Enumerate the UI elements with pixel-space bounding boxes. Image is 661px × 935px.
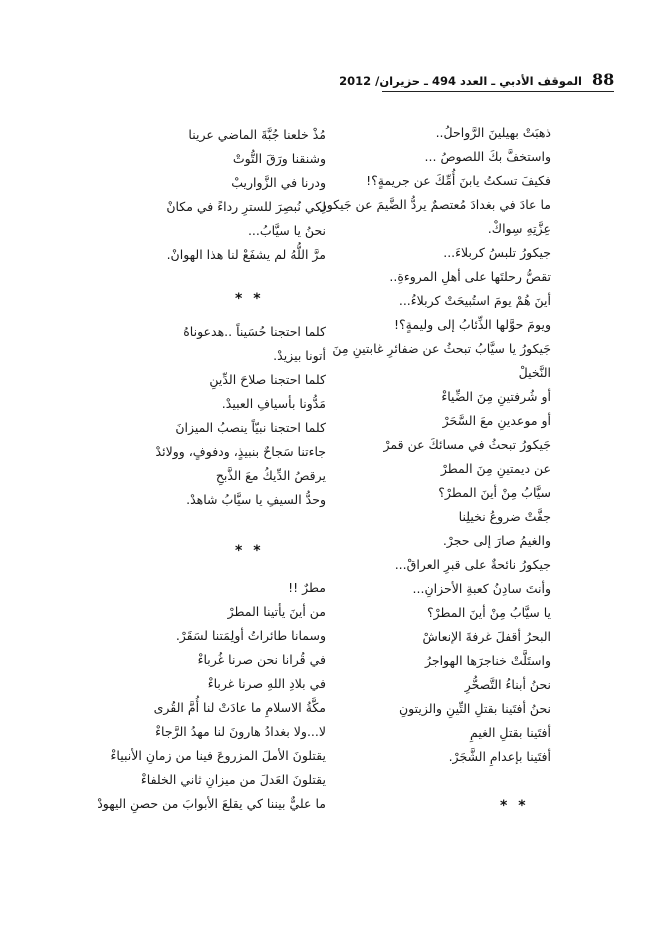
verse-line: ذهبَتْ بهيلينَ الرَّواحلُ.. [435, 125, 551, 140]
verse-line: فكيفَ تسكتُ يابنَ أُمِّكَ عن جريمةٍ؟! [366, 173, 551, 188]
verse-line: كلما احتجنا صلاحَ الدِّينِ [209, 372, 326, 387]
verse-line: جيكورُ تلبسُ كربلاءَ... [443, 245, 551, 260]
verse-line: تقصُّ رحلتَها على أهلِ المروءةِ.. [389, 269, 551, 284]
verse-line: مطرٌ !! [288, 580, 326, 595]
left-column-stanza-2 [46, 320, 326, 512]
verse-line: نحنُ أفتَينا بقتلِ التِّينِ والزيتونِ [398, 701, 551, 716]
verse-line: يقتلونَ العَدلَ من ميزانِ ثاني الخلفاءْ [140, 772, 326, 787]
verse-line: وسمانا طائراتُ أولِمَتنا لسَقَرْ. [175, 628, 326, 643]
verse-line: النَّخيلْ [518, 365, 551, 380]
stanza-separator: * * [235, 543, 264, 559]
verse-line: يا سيَّابُ مِنْ أينَ المطرْ؟ [427, 605, 551, 620]
verse-line: مَدُّونا بأسيافِ العبيدْ. [221, 396, 326, 411]
verse-line: كلما احتجنا نبيّاً ينصبُ الميزانَ [175, 420, 326, 435]
verse-line: أتونا بيزيدْ. [273, 348, 326, 363]
verse-line: نحنُ يا سيَّابُ... [247, 223, 326, 238]
verse-line: جَيكورُ يا سيَّابُ تبحثُ عن ضفائرِ غابتينِ مِنَ [332, 341, 551, 356]
verse-line: يرقصُ الدِّيكُ معَ الذَّبحِ [215, 468, 326, 483]
verse-line: وأنتَ سادِنُ كعبةِ الأحزانِ... [412, 581, 551, 596]
right-column-poem [301, 121, 551, 769]
verse-line: نحنُ أبناءُ التَّصحُّرِ [464, 677, 551, 692]
verse-line: أو موعدينِ معَ السَّحَرْ [442, 413, 551, 428]
stanza-separator: * * [235, 291, 264, 307]
verse-line: لكي نُبصِرَ للسترِ رداءً في مكانْ [166, 199, 326, 214]
left-column-stanza-3 [46, 576, 326, 816]
left-column-stanza-1 [46, 123, 326, 267]
verse-line: مكَّةُ الاسلامِ ما عادَتْ لنا أُمَّ القُرى [153, 700, 326, 715]
verse-line: في قُرانا نحن صرنا غُرباءْ [197, 652, 326, 667]
verse-line: ودرنا في الزَّواريبْ [231, 175, 326, 190]
verse-line: عن ديمتينِ مِنَ المطرْ [440, 461, 551, 476]
verse-line: من أينَ يأتينا المطرْ [227, 604, 326, 619]
header-rule [382, 91, 614, 92]
page-number: 88 [592, 70, 615, 89]
verse-line: مرَّ اللُّهُ لم يشفَعْ لنا هذا الهوانْ. [166, 247, 326, 262]
verse-line: كلما احتجنا حُسَيناً ..هدعوناهُ [183, 324, 326, 339]
verse-line: جيكورُ نائحةٌ على قبرِ العراقْ... [394, 557, 551, 572]
verse-line: سيَّابُ مِنْ أينَ المطرْ؟ [438, 485, 551, 500]
verse-line: البحرُ أقفلَ غرفةَ الإنعاشْ [422, 629, 551, 644]
verse-line: ما عادَ في بغدادَ مُعتصمٌ يردُّ الضَّيمَ عن جَيكورِ [320, 197, 551, 212]
verse-line: عِزَّتِهِ سِواكْ. [487, 221, 551, 236]
verse-line: وشنقنا ورَقَ التُّوتْ [232, 151, 326, 166]
verse-line: جفَّتْ ضروعُ نخيلِنا [458, 509, 551, 524]
verse-line: وحدُّ السيفِ يا سيَّابُ شاهدْ. [186, 492, 326, 507]
stanza-separator: * * [500, 798, 529, 814]
verse-line: في بلادِ اللهِ صرنا غرباءْ [207, 676, 326, 691]
verse-line: أفتَينا بإعدامِ الشَّجَرْ. [448, 749, 551, 764]
verse-line: أو شُرفتينِ مِنَ الضِّياءْ [441, 389, 551, 404]
verse-line: جاءتنا سَجاحٌ بنبيذٍ، ودفوفٍ، وولائدْ [155, 444, 326, 459]
verse-line: أينَ هُمْ يومَ استُبيحَتْ كربلاءُ... [398, 293, 551, 308]
verse-line: مُذْ خلعنا جُبَّةَ الماضي عرينا [188, 127, 326, 142]
verse-line: لا...ولا بغدادُ هارونَ لنا مهدُ الرَّجاءْ [155, 724, 326, 739]
verse-line: واستَلَّتْ خناجرَها الهواجرُ [424, 653, 551, 668]
verse-line: ويومَ حوَّلها الذِّئابُ إلى وليمةٍ؟! [394, 317, 551, 332]
verse-line: أفتَينا بقتلِ الغيمِ [470, 725, 551, 740]
verse-line: ما عليٌّ بيننا كي يقلعَ الأبوابَ من حصنِ اليهودْ [97, 796, 326, 811]
journal-issue-title: الموقف الأدبي ـ العدد 494 ـ حزيران/ 2012 [339, 74, 582, 88]
verse-line: والغيمُ صارَ إلى حجرْ. [442, 533, 551, 548]
verse-line: واستخفَّ بكَ اللصوصُ ... [424, 149, 551, 164]
verse-line: يقتلونَ الأملَ المزروعَ فينا من زمانِ الأنبياءْ [110, 748, 326, 763]
page-header [339, 70, 615, 94]
verse-line: جَيكورُ تبحثُ في مسائكَ عن قمرْ [383, 437, 551, 452]
